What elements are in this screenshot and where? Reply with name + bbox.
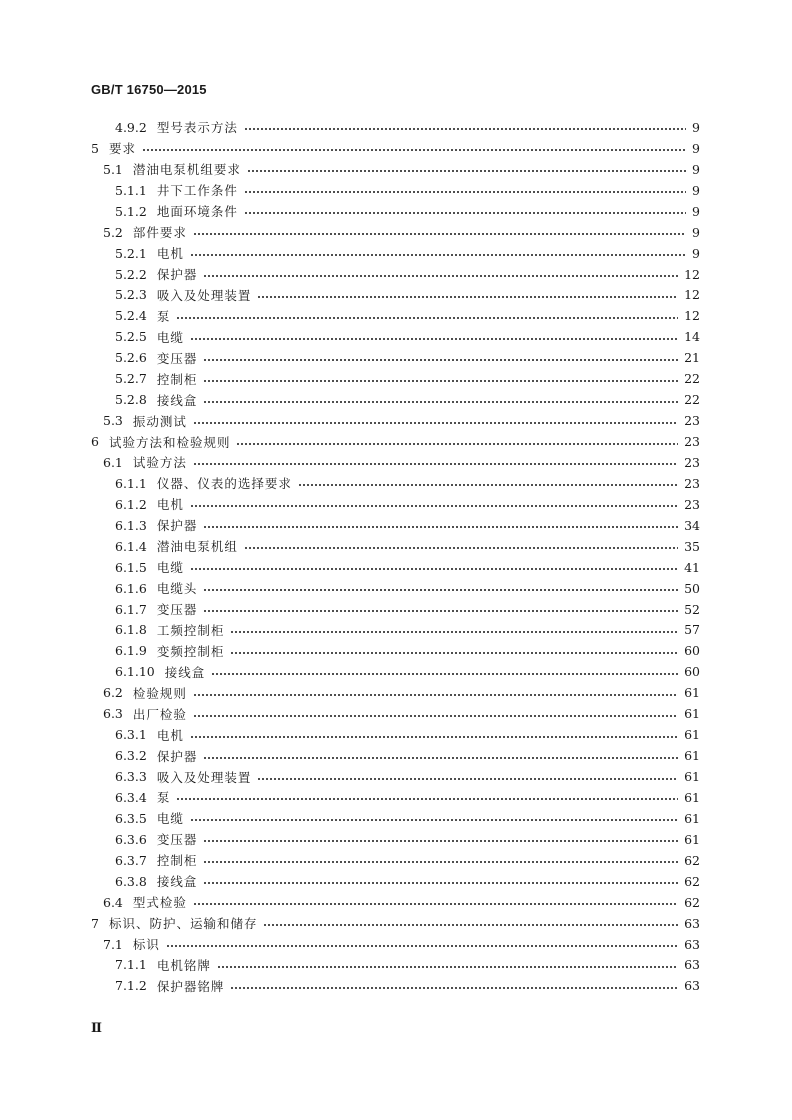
toc-entry[interactable]: [0, 452, 792, 473]
toc-entry-page: 62: [684, 873, 700, 889]
toc-entry-title: 变频控制柜: [156, 643, 225, 659]
toc-dot-leader: [193, 421, 678, 425]
toc-entry-title: 电缆: [156, 560, 184, 576]
toc-entry[interactable]: [0, 515, 792, 536]
toc-entry-title: 接线盒: [156, 874, 198, 890]
toc-entry-number: 4.9.2: [115, 119, 147, 135]
toc-entry-page: 60: [684, 664, 700, 680]
toc-entry-title: 变压器: [156, 350, 198, 366]
toc-entry-title: 保护器: [156, 748, 198, 764]
toc-entry-number: 7.1.2: [115, 978, 147, 994]
toc-entry-title: 电缆头: [156, 581, 198, 597]
toc-entry-number: 6.1.1: [115, 475, 147, 491]
toc-entry-title: 潜油电泵机组: [156, 539, 238, 555]
toc-entry-number: 6.3.8: [115, 873, 147, 889]
toc-entry-page: 62: [684, 852, 700, 868]
toc-entry-title: 泵: [156, 790, 171, 806]
toc-entry-page: 61: [684, 769, 700, 785]
toc-dot-leader: [142, 148, 686, 152]
toc-entry-page: 63: [684, 957, 700, 973]
toc-dot-leader: [257, 295, 678, 299]
toc-entry-page: 23: [684, 475, 700, 491]
toc-dot-leader: [203, 379, 678, 383]
toc-entry[interactable]: [0, 599, 792, 620]
toc-entry-page: 12: [684, 266, 700, 282]
toc-dot-leader: [217, 965, 678, 969]
toc-entry-title: 部件要求: [132, 225, 187, 241]
toc-dot-leader: [263, 923, 678, 927]
toc-dot-leader: [193, 902, 678, 906]
toc-entry-title: 电缆: [156, 811, 184, 827]
toc-entry-title: 控制柜: [156, 853, 198, 869]
toc-entry[interactable]: [0, 201, 792, 222]
toc-dot-leader: [190, 735, 678, 739]
toc-entry-page: 9: [692, 119, 700, 135]
toc-entry-title: 型号表示方法: [156, 120, 238, 136]
toc-entry-title: 仪器、仪表的选择要求: [156, 476, 292, 492]
toc-entry-page: 61: [684, 789, 700, 805]
toc-entry-page: 60: [684, 643, 700, 659]
page-number-footer: Ⅱ: [91, 1020, 102, 1035]
toc-entry-title: 变压器: [156, 832, 198, 848]
toc-dot-leader: [193, 462, 678, 466]
toc-entry-page: 9: [692, 224, 700, 240]
toc-entry[interactable]: [0, 264, 792, 285]
toc-dot-leader: [244, 211, 686, 215]
toc-entry-number: 6: [91, 434, 99, 450]
toc-entry[interactable]: [0, 955, 792, 976]
toc-dot-leader: [193, 232, 686, 236]
toc-entry[interactable]: [0, 934, 792, 955]
toc-entry[interactable]: [0, 473, 792, 494]
toc-dot-leader: [190, 253, 686, 257]
toc-entry-number: 5.2.2: [115, 266, 147, 282]
toc-entry-page: 61: [684, 810, 700, 826]
toc-entry[interactable]: [0, 305, 792, 326]
table-of-contents: [0, 117, 792, 996]
toc-entry-title: 电机: [156, 727, 184, 743]
toc-entry-title: 试验方法: [132, 455, 187, 471]
toc-entry-number: 5.1: [103, 161, 123, 177]
toc-dot-leader: [176, 797, 678, 801]
toc-entry-number: 5.2: [103, 224, 123, 240]
toc-entry-number: 6.3.2: [115, 748, 147, 764]
toc-dot-leader: [203, 588, 678, 592]
toc-entry[interactable]: [0, 640, 792, 661]
toc-dot-leader: [203, 400, 678, 404]
toc-entry-number: 6.3.6: [115, 831, 147, 847]
toc-entry[interactable]: [0, 180, 792, 201]
toc-entry-title: 标识、防护、运输和储存: [108, 916, 258, 932]
toc-entry-page: 63: [684, 978, 700, 994]
toc-entry[interactable]: [0, 620, 792, 641]
toc-entry[interactable]: [0, 285, 792, 306]
toc-dot-leader: [203, 756, 678, 760]
toc-entry[interactable]: [0, 829, 792, 850]
toc-entry[interactable]: [0, 703, 792, 724]
toc-entry[interactable]: [0, 766, 792, 787]
toc-entry-title: 变压器: [156, 602, 198, 618]
toc-entry-number: 6.1.10: [115, 664, 155, 680]
toc-entry-page: 34: [684, 517, 700, 533]
toc-entry-page: 9: [692, 140, 700, 156]
toc-entry-title: 检验规则: [132, 685, 187, 701]
toc-dot-leader: [203, 609, 678, 613]
toc-entry-title: 电机: [156, 246, 184, 262]
toc-dot-leader: [193, 714, 678, 718]
toc-entry-title: 电缆: [156, 329, 184, 345]
toc-entry-number: 6.1.3: [115, 517, 147, 533]
toc-entry-page: 9: [692, 182, 700, 198]
toc-entry-page: 35: [684, 538, 700, 554]
toc-entry[interactable]: [0, 661, 792, 682]
toc-entry-page: 21: [684, 350, 700, 366]
toc-entry-number: 7: [91, 915, 99, 931]
toc-entry-number: 5.2.1: [115, 245, 147, 261]
toc-entry-title: 泵: [156, 308, 171, 324]
toc-entry-page: 61: [684, 685, 700, 701]
toc-entry-title: 保护器铭牌: [156, 978, 225, 994]
toc-dot-leader: [230, 986, 678, 990]
toc-dot-leader: [166, 944, 678, 948]
toc-entry-title: 型式检验: [132, 895, 187, 911]
toc-dot-leader: [190, 567, 678, 571]
toc-entry-number: 6.1.9: [115, 643, 147, 659]
toc-dot-leader: [230, 651, 678, 655]
toc-entry-number: 6.3: [103, 706, 123, 722]
toc-entry-title: 保护器: [156, 518, 198, 534]
toc-entry[interactable]: [0, 557, 792, 578]
toc-entry-page: 52: [684, 601, 700, 617]
toc-entry-title: 电机: [156, 497, 184, 513]
toc-entry-page: 14: [684, 329, 700, 345]
toc-entry-number: 6.1.5: [115, 559, 147, 575]
toc-entry-number: 6.1.8: [115, 622, 147, 638]
toc-entry-number: 5.3: [103, 413, 123, 429]
toc-entry[interactable]: [0, 850, 792, 871]
toc-entry[interactable]: [0, 913, 792, 934]
toc-entry[interactable]: [0, 871, 792, 892]
toc-entry-page: 23: [684, 496, 700, 512]
toc-entry-number: 6.4: [103, 894, 123, 910]
toc-dot-leader: [203, 860, 678, 864]
toc-entry-number: 5.2.4: [115, 308, 147, 324]
toc-entry-page: 61: [684, 831, 700, 847]
toc-entry-page: 22: [684, 392, 700, 408]
toc-dot-leader: [247, 169, 686, 173]
toc-entry-number: 5.2.7: [115, 371, 147, 387]
toc-entry-number: 6.3.7: [115, 852, 147, 868]
toc-entry-title: 标识: [132, 937, 160, 953]
toc-dot-leader: [190, 337, 678, 341]
toc-dot-leader: [190, 504, 678, 508]
toc-dot-leader: [203, 274, 678, 278]
toc-entry[interactable]: [0, 536, 792, 557]
toc-entry[interactable]: [0, 222, 792, 243]
toc-entry-page: 12: [684, 287, 700, 303]
toc-entry-page: 23: [684, 454, 700, 470]
toc-entry-title: 井下工作条件: [156, 183, 238, 199]
toc-dot-leader: [203, 839, 678, 843]
toc-entry-number: 6.1: [103, 454, 123, 470]
toc-dot-leader: [244, 546, 678, 550]
toc-entry[interactable]: [0, 347, 792, 368]
toc-dot-leader: [236, 442, 678, 446]
toc-entry[interactable]: [0, 431, 792, 452]
toc-dot-leader: [176, 316, 678, 320]
toc-entry-title: 接线盒: [156, 392, 198, 408]
toc-entry-title: 潜油电泵机组要求: [132, 162, 241, 178]
toc-dot-leader: [244, 190, 686, 194]
toc-entry-page: 9: [692, 245, 700, 261]
toc-entry-title: 控制柜: [156, 371, 198, 387]
toc-entry-number: 5.2.5: [115, 329, 147, 345]
toc-entry[interactable]: [0, 243, 792, 264]
toc-entry-page: 50: [684, 580, 700, 596]
toc-entry-number: 7.1.1: [115, 957, 147, 973]
toc-dot-leader: [193, 693, 678, 697]
toc-entry-title: 出厂检验: [132, 706, 187, 722]
toc-entry-title: 吸入及处理装置: [156, 769, 252, 785]
toc-entry-number: 5: [91, 140, 99, 156]
toc-entry-number: 5.1.1: [115, 182, 147, 198]
toc-entry-page: 61: [684, 706, 700, 722]
toc-entry-number: 6.3.4: [115, 789, 147, 805]
toc-entry-title: 要求: [108, 141, 136, 157]
toc-entry-number: 6.3.5: [115, 810, 147, 826]
toc-entry-page: 22: [684, 371, 700, 387]
toc-entry[interactable]: [0, 138, 792, 159]
toc-entry-number: 6.1.4: [115, 538, 147, 554]
toc-entry[interactable]: [0, 410, 792, 431]
toc-entry-title: 吸入及处理装置: [156, 287, 252, 303]
toc-entry-number: 6.2: [103, 685, 123, 701]
toc-entry-title: 保护器: [156, 267, 198, 283]
toc-entry-number: 7.1: [103, 936, 123, 952]
toc-entry-number: 6.1.6: [115, 580, 147, 596]
toc-entry-number: 5.2.6: [115, 350, 147, 366]
toc-entry-number: 5.2.3: [115, 287, 147, 303]
toc-entry[interactable]: [0, 682, 792, 703]
toc-dot-leader: [244, 127, 686, 131]
toc-entry-page: 57: [684, 622, 700, 638]
toc-dot-leader: [298, 483, 678, 487]
toc-entry[interactable]: [0, 787, 792, 808]
toc-entry[interactable]: [0, 389, 792, 410]
toc-entry[interactable]: [0, 745, 792, 766]
toc-entry-page: 12: [684, 308, 700, 324]
toc-entry-page: 41: [684, 559, 700, 575]
toc-entry-number: 6.3.3: [115, 769, 147, 785]
toc-entry[interactable]: [0, 975, 792, 996]
toc-entry-page: 61: [684, 748, 700, 764]
toc-entry[interactable]: [0, 724, 792, 745]
toc-entry[interactable]: [0, 494, 792, 515]
toc-dot-leader: [190, 818, 678, 822]
toc-entry[interactable]: [0, 368, 792, 389]
toc-entry[interactable]: [0, 808, 792, 829]
toc-entry-page: 63: [684, 915, 700, 931]
standard-number-header: GB/T 16750—2015: [91, 82, 207, 97]
toc-entry-page: 23: [684, 413, 700, 429]
toc-entry[interactable]: [0, 159, 792, 180]
toc-entry-title: 工频控制柜: [156, 622, 225, 638]
toc-entry-page: 9: [692, 203, 700, 219]
toc-entry-number: 6.3.1: [115, 727, 147, 743]
toc-entry-page: 9: [692, 161, 700, 177]
toc-entry[interactable]: [0, 326, 792, 347]
toc-dot-leader: [257, 777, 678, 781]
toc-entry-page: 61: [684, 727, 700, 743]
toc-dot-leader: [203, 881, 678, 885]
toc-entry-number: 6.1.7: [115, 601, 147, 617]
toc-entry-page: 23: [684, 434, 700, 450]
toc-entry-number: 6.1.2: [115, 496, 147, 512]
toc-entry-page: 62: [684, 894, 700, 910]
toc-entry-number: 5.1.2: [115, 203, 147, 219]
toc-entry-page: 63: [684, 936, 700, 952]
toc-dot-leader: [203, 525, 678, 529]
toc-entry[interactable]: [0, 892, 792, 913]
toc-dot-leader: [211, 672, 678, 676]
toc-entry-title: 试验方法和检验规则: [108, 434, 231, 450]
toc-entry-number: 5.2.8: [115, 392, 147, 408]
toc-entry-title: 接线盒: [164, 664, 206, 680]
toc-entry[interactable]: [0, 578, 792, 599]
toc-entry-title: 地面环境条件: [156, 204, 238, 220]
toc-entry[interactable]: [0, 117, 792, 138]
toc-entry-title: 振动测试: [132, 413, 187, 429]
toc-dot-leader: [230, 630, 678, 634]
toc-entry-title: 电机铭牌: [156, 957, 211, 973]
toc-dot-leader: [203, 358, 678, 362]
